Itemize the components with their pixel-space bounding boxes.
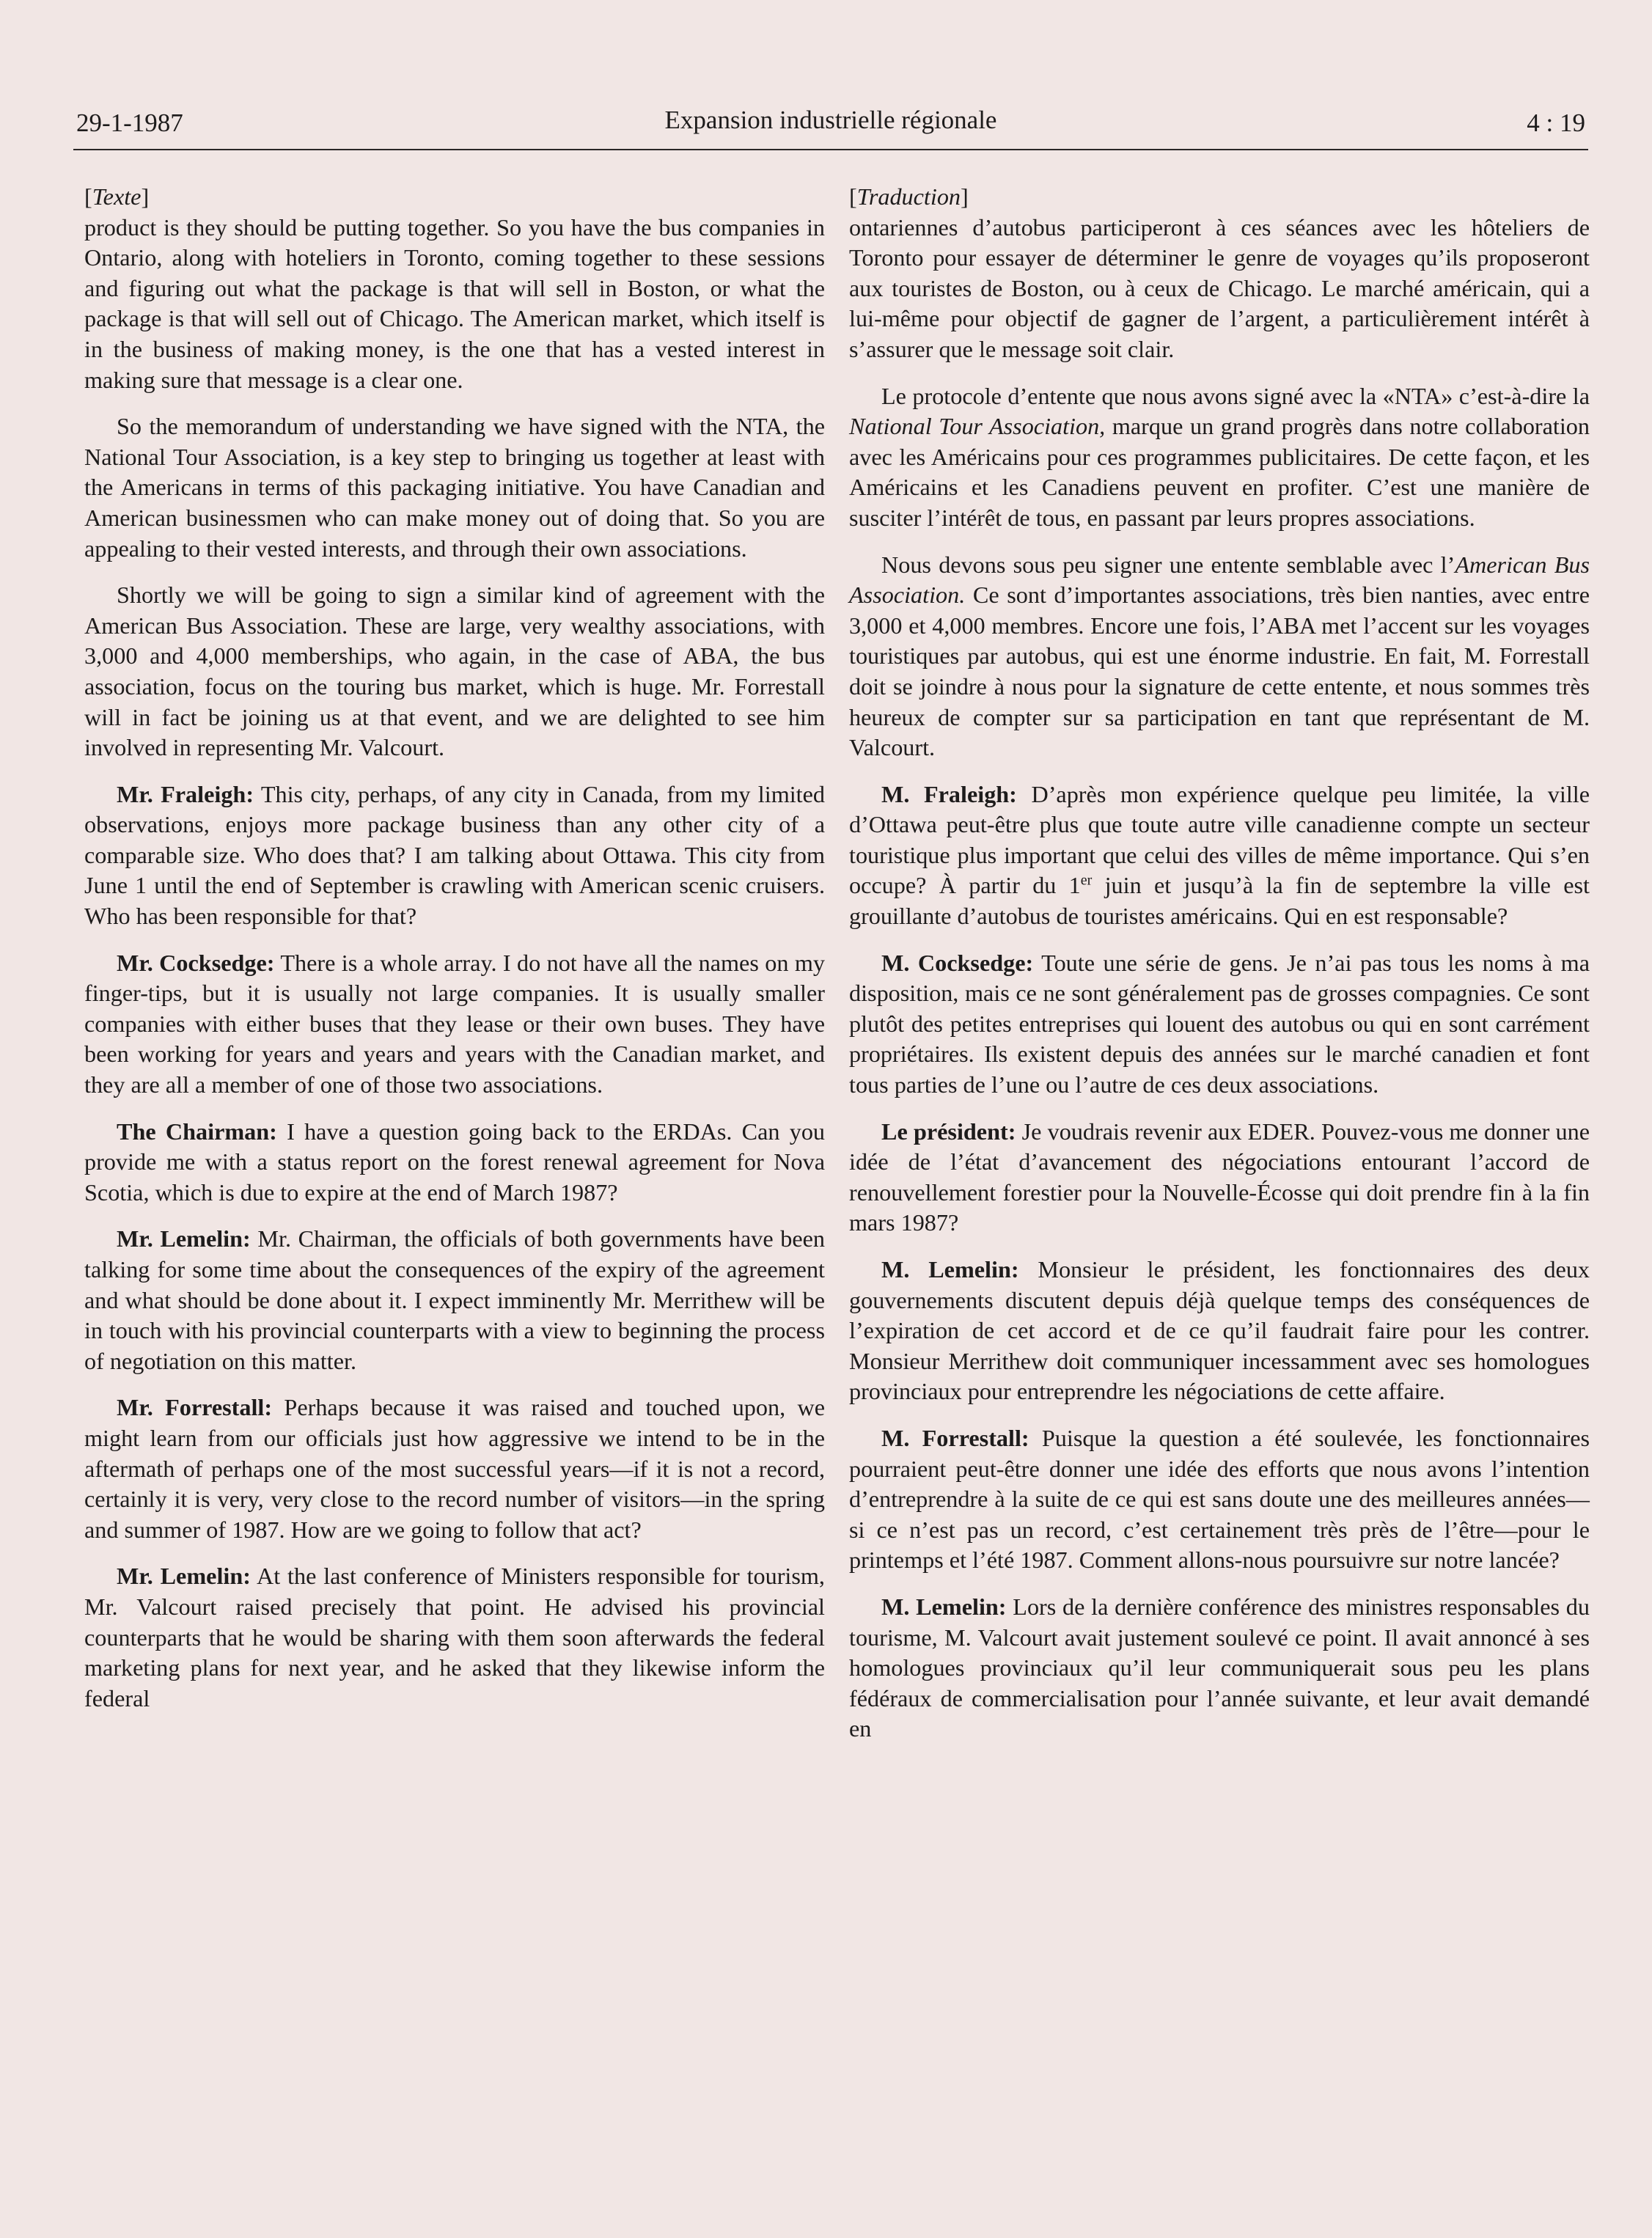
- paragraph: So the memorandum of understanding we have signed with the NTA, the National Tour Association, is a key step to bringing us together at least with the Americans in terms of this packaging initiative. You have Canadian and American businessmen who can make money out of doing that. So you are appealing to their vested interests, and through their own associations.: [84, 413, 825, 562]
- header-date: 29-1-1987: [76, 109, 183, 137]
- speaker-name: Le président:: [881, 1118, 1016, 1145]
- text-label: [Texte]: [84, 183, 150, 210]
- speaker-name: M. Fraleigh:: [881, 780, 1017, 807]
- paragraph: Mr. Forrestall: Perhaps because it was raised and touched upon, we might learn from our officials just how aggressive we intend to be in the aftermath of perhaps one of the most successful years—if it is not a record, certainly it is very, very close to the record number of visitors—in the spring and summer of 1987. How are we going to follow that act?: [84, 1394, 826, 1543]
- header-rule: [73, 149, 1588, 150]
- paragraph: Mr. Fraleigh: This city, perhaps, of any city in Canada, from my limited observations, enjoys more package business than any other city of a comparable size. Who does that? I am talking about Ottawa. This city from June 1 until the end of September is crawling with American scenic cruisers. Who has been responsible for that?: [84, 780, 825, 930]
- paragraph: M. Cocksedge: Toute une série de gens. Je n’ai pas tous les noms à ma disposition, mais ce ne sont généralement pas de grosses compagnies. Ce sont plutôt des petites entreprises qui louent des autobus ou qui en sont carrément propriétaires. Ils existent depuis des années sur le marché canadien et font tous parties de l’une ou l’autre de ces deux associations.: [849, 949, 1590, 1098]
- header-page-number: 4 : 19: [1527, 109, 1585, 137]
- paragraph: M. Lemelin: Lors de la dernière conférence des ministres responsables du tourisme, M. Valcourt avait justement soulevé ce point. Il avait annoncé à ses homologues provinciaux qu’il leur communiquerait sous peu les plans fédéraux de commercialisation pour l’année suivante, et leur avait demandé en: [849, 1593, 1590, 1742]
- speaker-name: M. Forrestall:: [881, 1424, 1029, 1451]
- header-title: Expansion industrielle régionale: [664, 106, 997, 134]
- paragraph: Le protocole d’entente que nous avons signé avec la «NTA» c’est-à-dire la National Tour Association, marque un grand progrès dans notre collaboration avec les Américains pour ces programmes publicitaires. De cette façon, et les Américains et les Canadiens peuvent en profiter. C’est une manière de susciter l’intérêt de tous, en passant par leurs propres associations.: [849, 382, 1590, 531]
- paragraph: Mr. Lemelin: At the last conference of Ministers responsible for tourism, Mr. Valcourt raised precisely that point. He advised his provincial counterparts that he would be sharing with them soon afterwards the federal marketing plans for next year, and he asked that they likewise inform the federal: [84, 1563, 825, 1711]
- paragraph: Mr. Lemelin: Mr. Chairman, the officials of both governments have been talking for some time about the consequences of the expiry of the agreement and what should be done about it. I expect imminently Mr. Merrithew will be in touch with his provincial counterparts with a view to beginning the process of negotiation on this matter.: [84, 1225, 826, 1374]
- speaker-name: M. Cocksedge:: [881, 949, 1034, 976]
- paragraph: Mr. Cocksedge: There is a whole array. I do not have all the names on my finger-tips, but it is usually not large companies. It is usually smaller companies with either buses that they lease or their own buses. They have been working for years and years and years with the Canadian market, and they are all a member of one of those two associations.: [84, 949, 825, 1098]
- page-header: [76, 106, 1585, 150]
- translation-label: [Traduction]: [849, 183, 969, 210]
- paragraph: The Chairman: I have a question going back to the ERDAs. Can you provide me with a status report on the forest renewal agreement for Nova Scotia, which is due to expire at the end of March 1987?: [84, 1118, 826, 1206]
- speaker-name: Mr. Lemelin:: [117, 1563, 251, 1590]
- paragraph: ontariennes d’autobus participeront à ces séances avec les hôteliers de Toronto pour essayer de déterminer le genre de voyages qu’ils proposeront aux touristes de Boston, ou à ceux de Chicago. Le marché américain, qui a lui-même pour objectif de gagner de l’argent, a particulièrement intérêt à s’assurer que le message soit clair.: [849, 213, 1590, 362]
- speaker-name: Mr. Lemelin:: [117, 1225, 251, 1252]
- paragraph: product is they should be putting together. So you have the bus companies in Ontario, along with hoteliers in Toronto, coming together to these sessions and figuring out what the package is that will sell in Boston, or what the package is that will sell out of Chicago. The American market, which itself is in the business of making money, is the one that has a vested interest in making sure that message is a clear one.: [84, 213, 825, 393]
- paragraph: Nous devons sous peu signer une entente semblable avec l’American Bus Association. Ce sont d’importantes associations, très bien nanties, avec entre 3,000 et 4,000 membres. Encore une fois, l’ABA met l’accent sur les voyages touristiques par autobus, qui est une énorme industrie. En fait, M. Forrestall doit se joindre à nous pour la signature de cette entente, et nous sommes très heureux de compter sur sa participation en tant que représentant de M. Valcourt.: [849, 551, 1590, 761]
- paragraph: Le président: Je voudrais revenir aux EDER. Pouvez-vous me donner une idée de l’état d’avancement des négociations entourant l’accord de renouvellement forestier pour la Nouvelle-Écosse qui doit prendre fin à la fin mars 1987?: [849, 1118, 1590, 1236]
- paragraph: M. Forrestall: Puisque la question a été soulevée, les fonctionnaires pourraient peut-être donner une idée des efforts que nous avons l’intention d’entreprendre à la suite de ce qui est sans doute une des meilleures années—si ce n’est pas un record, c’est certainement très près de l’être—pour le printemps et l’été 1987. Comment allons-nous poursuivre sur notre lancée?: [849, 1424, 1590, 1574]
- paragraph: Shortly we will be going to sign a similar kind of agreement with the American Bus Association. These are large, very wealthy associations, with 3,000 and 4,000 memberships, who again, in the case of ABA, the bus association, focus on the touring bus market, which is huge. Mr. Forrestall will in fact be joining us at that event, and we are delighted to see him involved in representing Mr. Valcourt.: [84, 581, 825, 761]
- english-column: [84, 182, 825, 1730]
- speaker-name: M. Lemelin:: [881, 1593, 1007, 1620]
- speaker-name: The Chairman:: [117, 1118, 277, 1145]
- french-column: [849, 182, 1590, 1761]
- speaker-name: Mr. Cocksedge:: [117, 949, 275, 976]
- paragraph: M. Fraleigh: D’après mon expérience quelque peu limitée, la ville d’Ottawa peut-être plus que toute autre ville canadienne compte un secteur touristique plus important que celui des villes de même importance. Qui s’en occupe? À partir du 1er juin et jusqu’à la fin de septembre la ville est grouillante d’autobus de touristes américains. Qui en est responsable?: [849, 780, 1590, 930]
- speaker-name: M. Lemelin:: [881, 1256, 1019, 1283]
- speaker-name: Mr. Forrestall:: [117, 1394, 273, 1421]
- paragraph: M. Lemelin: Monsieur le président, les fonctionnaires des deux gouvernements discutent depuis déjà quelque temps des conséquences de l’expiration de cet accord et de ce qu’il faudrait faire pour les contrer. Monsieur Merrithew doit communiquer incessamment avec ses homologues provinciaux pour entreprendre les négociations de cette affaire.: [849, 1256, 1590, 1405]
- speaker-name: Mr. Fraleigh:: [117, 780, 254, 807]
